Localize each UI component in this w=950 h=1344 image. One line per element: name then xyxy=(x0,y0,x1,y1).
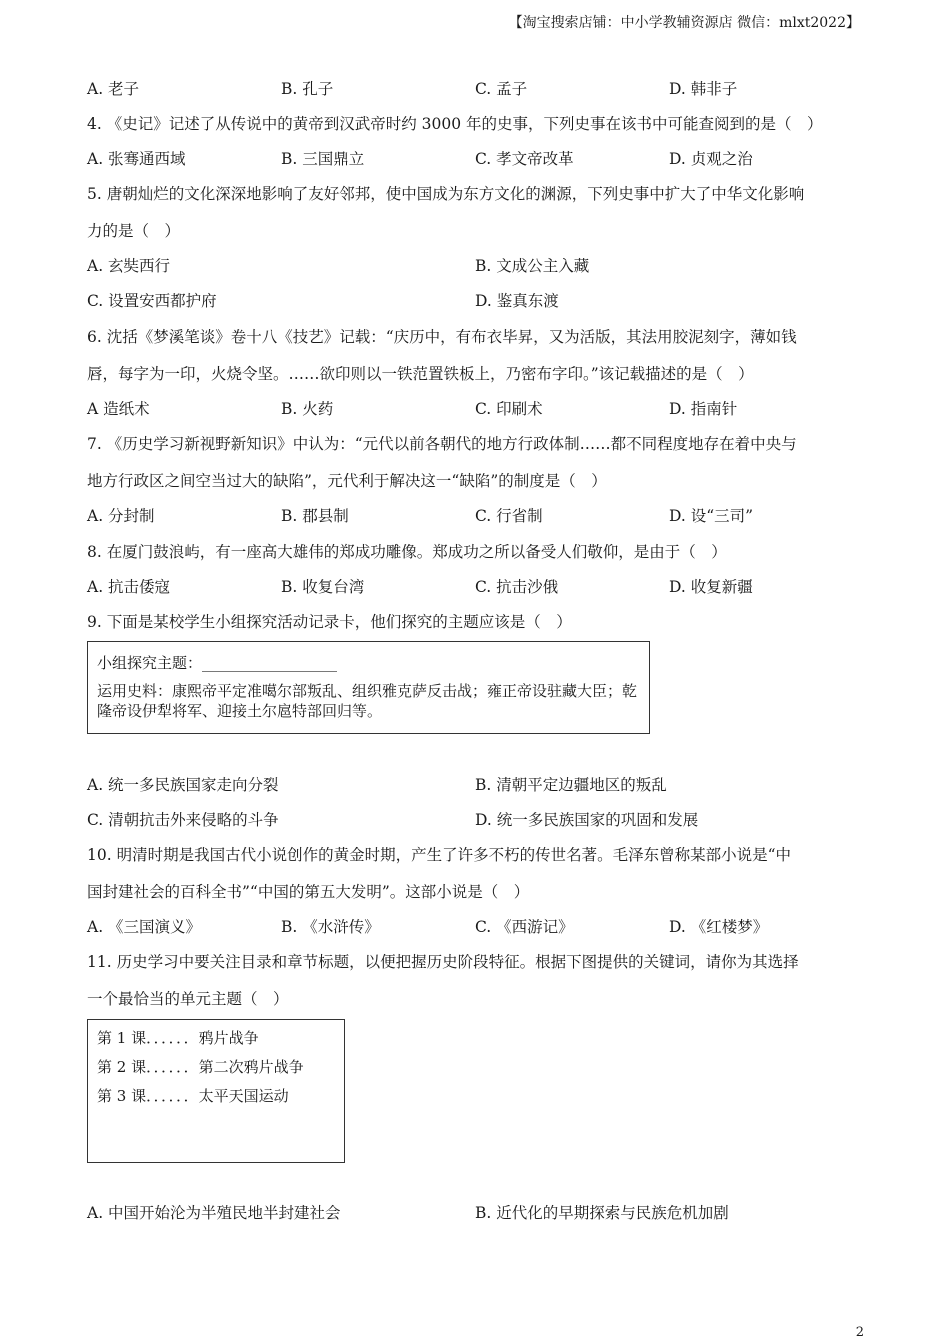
q5-stem-line2: 力的是（ ） xyxy=(87,222,181,240)
page-header: 【淘宝搜索店铺：中小学教辅资源店 微信：mlxt2022】 xyxy=(508,15,860,31)
q8-option-c[interactable]: C. 抗击沙俄 xyxy=(475,578,559,596)
q8-option-d[interactable]: D. 收复新疆 xyxy=(669,578,753,596)
q9-card-title: 小组探究主题：__________________ xyxy=(97,654,338,672)
q7-option-c[interactable]: C. 行省制 xyxy=(475,507,543,525)
q9-stem: 9. 下面是某校学生小组探究活动记录卡，他们探究的主题应该是（ ） xyxy=(87,613,572,631)
q9-option-b[interactable]: B. 清朝平定边疆地区的叛乱 xyxy=(475,776,667,794)
q6-option-c[interactable]: C. 印刷术 xyxy=(475,400,543,418)
q6-option-d[interactable]: D. 指南针 xyxy=(669,400,738,418)
q7-option-b[interactable]: B. 郡县制 xyxy=(281,507,349,525)
q10-stem-line2: 国封建社会的百科全书”“中国的第五大发明”。这部小说是（ ） xyxy=(87,883,530,901)
q11-table-of-contents xyxy=(87,1019,345,1163)
q10-option-c[interactable]: C. 《西游记》 xyxy=(475,918,574,936)
q9-record-card xyxy=(87,641,650,734)
q6-option-a[interactable]: A 造纸术 xyxy=(87,400,150,418)
q8-stem: 8. 在厦门鼓浪屿，有一座高大雄伟的郑成功雕像。郑成功之所以备受人们敬仰，是由于（ ） xyxy=(87,543,727,561)
q4-option-c[interactable]: C. 孝文帝改革 xyxy=(475,150,574,168)
q9-option-c[interactable]: C. 清朝抗击外来侵略的斗争 xyxy=(87,811,279,829)
q3-option-a[interactable]: A. 老子 xyxy=(87,80,140,98)
q6-option-b[interactable]: B. 火药 xyxy=(281,400,334,418)
q8-option-b[interactable]: B. 收复台湾 xyxy=(281,578,365,596)
q3-option-b[interactable]: B. 孔子 xyxy=(281,80,334,98)
q4-stem: 4. 《史记》记述了从传说中的黄帝到汉武帝时约 3000 年的史事，下列史事在该书中可能查阅到的是（ ） xyxy=(87,115,823,133)
q6-stem-line2: 唇，每字为一印，火烧令坚。……欲印则以一铁范置铁板上，乃密布字印。”该记载描述的是（ ） xyxy=(87,365,754,383)
q6-stem-line1: 6. 沈括《梦溪笔谈》卷十八《技艺》记载：“庆历中，有布衣毕昇，又为活版，其法用胶泥刻字，薄如钱 xyxy=(87,328,797,346)
q5-option-c[interactable]: C. 设置安西都护府 xyxy=(87,292,217,310)
page-number: 2 xyxy=(855,1325,864,1340)
q7-stem-line1: 7. 《历史学习新视野新知识》中认为：“元代以前各朝代的地方行政体制……都不同程度地存在着中央与 xyxy=(87,435,797,453)
q3-option-d[interactable]: D. 韩非子 xyxy=(669,80,738,98)
q8-option-a[interactable]: A. 抗击倭寇 xyxy=(87,578,171,596)
q5-option-b[interactable]: B. 文成公主入藏 xyxy=(475,257,590,275)
q7-option-a[interactable]: A. 分封制 xyxy=(87,507,155,525)
q4-option-b[interactable]: B. 三国鼎立 xyxy=(281,150,365,168)
q7-stem-line2: 地方行政区之间空当过大的缺陷”，元代利于解决这一“缺陷”的制度是（ ） xyxy=(87,472,607,490)
q4-option-d[interactable]: D. 贞观之治 xyxy=(669,150,753,168)
q9-option-d[interactable]: D. 统一多民族国家的巩固和发展 xyxy=(475,811,699,829)
q10-option-d[interactable]: D. 《红楼梦》 xyxy=(669,918,769,936)
q5-option-a[interactable]: A. 玄奘西行 xyxy=(87,257,171,275)
q10-option-a[interactable]: A. 《三国演义》 xyxy=(87,918,202,936)
q9-option-a[interactable]: A. 统一多民族国家走向分裂 xyxy=(87,776,279,794)
q10-stem-line1: 10. 明清时期是我国古代小说创作的黄金时期，产生了许多不朽的传世名著。毛泽东曾称某部小说是“中 xyxy=(87,846,792,864)
q10-option-b[interactable]: B. 《水浒传》 xyxy=(281,918,380,936)
q3-option-c[interactable]: C. 孟子 xyxy=(475,80,528,98)
q5-stem-line1: 5. 唐朝灿烂的文化深深地影响了友好邻邦，使中国成为东方文化的渊源，下列史事中扩大了中华文化影响 xyxy=(87,185,805,203)
q5-option-d[interactable]: D. 鉴真东渡 xyxy=(475,292,559,310)
q11-lesson-2: 第 2 课．．．．．．第二次鸦片战争 xyxy=(97,1058,304,1076)
q7-option-d[interactable]: D. 设“三司” xyxy=(669,507,754,525)
q11-stem-line1: 11. 历史学习中要关注目录和章节标题，以便把握历史阶段特征。根据下图提供的关键词，请你为其选择 xyxy=(87,953,799,971)
q11-lesson-3: 第 3 课．．．．．．太平天国运动 xyxy=(97,1087,289,1105)
q11-stem-line2: 一个最恰当的单元主题（ ） xyxy=(87,990,289,1008)
q4-option-a[interactable]: A. 张骞通西域 xyxy=(87,150,186,168)
q9-card-content: 运用史料：康熙帝平定准噶尔部叛乱、组织雅克萨反击战；雍正帝设驻藏大臣；乾隆帝设伊犁将军、迎接土尔扈特部回归等。 xyxy=(97,682,638,720)
q11-option-a[interactable]: A. 中国开始沦为半殖民地半封建社会 xyxy=(87,1204,341,1222)
q11-option-b[interactable]: B. 近代化的早期探索与民族危机加剧 xyxy=(475,1204,729,1222)
q11-lesson-1: 第 1 课．．．．．．鸦片战争 xyxy=(97,1029,259,1047)
